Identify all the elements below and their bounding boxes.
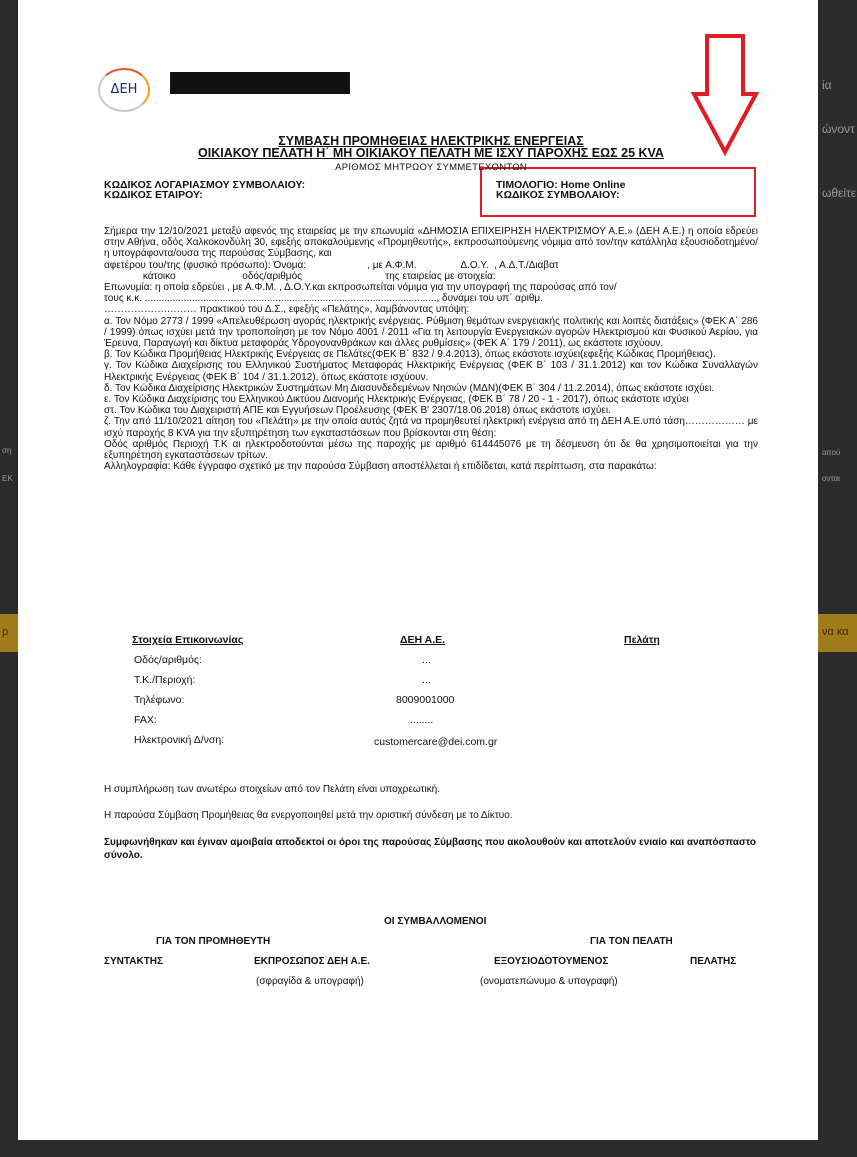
contact-row-label: Τ.Κ./Περιοχή: <box>134 674 196 686</box>
background-text: ωθείτε <box>822 186 857 200</box>
document-page <box>18 0 818 1140</box>
contact-row-value: ........ <box>410 714 434 726</box>
code-block <box>104 180 305 200</box>
mandatory-note: Η συμπλήρωση των ανωτέρω στοιχείων από τον Πελάτη είναι υποχρεωτική. <box>104 784 440 795</box>
background-text: ρ <box>2 626 9 638</box>
contract-title-line2: ΟΙΚΙΑΚΟΥ ΠΕΛΑΤΗ Η΄ ΜΗ ΟΙΚΙΑΚΟΥ ΠΕΛΑΤΗ ΜΕ ΙΣΧΥ ΠΑΡΟΧΗΣ ΕΩΣ 25 KVA <box>198 146 664 160</box>
author-label: ΣΥΝΤΑΚΤΗΣ <box>104 956 164 967</box>
paragraph: Επωνυμία: η οποία εδρεύει , με Α.Φ.Μ. , Δ.Ο.Υ.και εκπροσωπείται νόμιμα για την υπογραφή της παρούσας από τον/ <box>104 282 617 294</box>
company-code-label: ΚΩΔΙΚΟΣ ΕΤΑΙΡΟΥ: <box>104 189 203 201</box>
contact-row-label: Ηλεκτρονική Δ/νση: <box>134 734 225 746</box>
paragraph: ζ. Την από 11/10/2021 αίτηση του «Πελάτη» με την οποία αυτός ζητά να προμηθευτεί ηλεκτρική ενέργεια από τη ΔΕΗ Α.Ε.υπό τάση……………… με ισχύ παροχής 8 KVA για την εξυπηρέτηση των εγκαταστάσεων που βρίσκονται στη θέση: <box>104 416 758 439</box>
background-text: ώνοντ <box>822 122 855 136</box>
paragraph: β. Τον Κώδικα Προμήθειας Ηλεκτρικής Ενέργειας σε Πελάτες(ΦΕΚ Β΄ 832 / 9.4.2013), όπως εκάστοτε ισχύει(εφεξής Κώδικας Προμήθειας). <box>104 349 716 361</box>
tariff-block <box>496 180 625 200</box>
agreement-text: Συμφωνήθηκαν και έγιναν αμοιβαία αποδεκτοί οι όροι της παρούσας Σύμβασης που ακολουθούν και αποτελούν ενιαίο και αναπόσπαστο σύνολο. <box>104 837 756 861</box>
contact-header-label: Στοιχεία Επικοινωνίας <box>132 634 244 646</box>
contact-row-value: customercare@dei.com.gr <box>374 736 498 748</box>
paragraph: γ. Τον Κώδικα Διαχείρισης του Ελληνικού Συστήματος Μεταφοράς Ηλεκτρικής Ενέργειας (ΦΕΚ Β΄ 103 / 31.1.2012) και τον Κώδικα Συναλλαγών Ηλεκτρικής Ενέργειας (ΦΕΚ Β΄ 104 / 31.1.2012), όπως εκάστοτε ισχύουν. <box>104 360 758 383</box>
contract-code-label: ΚΩΔΙΚΟΣ ΣΥΜΒΟΛΑΙΟΥ: <box>496 189 620 201</box>
contact-row-value: 8009001000 <box>396 694 455 706</box>
background-text: να κα <box>822 626 849 638</box>
paragraph: Οδός αριθμός Περιοχή Τ.Κ αι ηλεκτροδοτούνται μέσω της παροχής με αριθμό 614445076 με τη δέσμευση ότι δε θα χρησιμοποιείται για την εξυπηρέτηση εγκαταστάσεων τρίτων. <box>104 438 758 462</box>
contact-row-label: FAX: <box>134 714 157 726</box>
client-label: ΠΕΛΑΤΗΣ <box>690 956 737 967</box>
paragraph: Αλληλογραφία: Κάθε έγγραφο σχετικό με την παρούσα Σύμβαση αποστέλλεται ή επιδίδεται, κατά περίπτωση, στα παρακάτω: <box>104 461 657 473</box>
redacted-block <box>170 72 350 94</box>
paragraph: δ. Τον Κώδικα Διαχείρισης Ηλεκτρικών Συστημάτων Μη Διασυνδεδεμένων Νησιών (ΜΔΝ)(ΦΕΚ Β΄ 304 / 11.2.2014), όπως εκάστοτε ισχύει. <box>104 382 715 394</box>
paragraph: ε. Τον Κώδικα Διαχείρισης του Ελληνικού Δικτύου Διανομής Ηλεκτρικής Ενέργειας, (ΦΕΚ Β΄ 78 / 20 - 1 - 2017), όπως εκάστοτε ισχύει <box>104 394 689 406</box>
representative-note: (σφραγίδα & υπογραφή) <box>256 976 364 987</box>
authorized-note: (ονοματεπώνυμο & υπογραφή) <box>480 976 618 987</box>
paragraph: τους κ.κ. ........................................................................................................., δυνάμει του υπ΄ αριθμ. <box>104 293 543 305</box>
registry-number-label: ΑΡΙΘΜΟΣ ΜΗΤΡΩΟΥ ΣΥΜΜΕΤΕΧΟΝΤΩΝ <box>335 162 527 173</box>
contact-header-client: Πελάτη <box>624 634 660 646</box>
paragraph: αφετέρου του/της (φυσικό πρόσωπο): Όνομα: , με Α.Φ.Μ. Δ.Ο.Υ. , Α.Δ.Τ./Διαβατ <box>104 259 559 271</box>
representative-label: ΕΚΠΡΟΣΩΠΟΣ ΔΕΗ Α.Ε. <box>254 956 370 967</box>
paragraph: κάτοικο οδός/αριθμός της εταιρείας με στοιχεία: <box>104 270 496 282</box>
account-code-label: ΚΩΔΙΚΟΣ ΛΟΓΑΡΙΑΣΜΟΥ ΣΥΜΒΟΛΑΙΟΥ: <box>104 179 306 191</box>
background-text: ία <box>822 78 832 92</box>
contact-row-value: ... <box>422 654 431 666</box>
paragraph: α. Τον Νόμο 2773 / 1999 «Απελευθέρωση αγοράς ηλεκτρικής ενέργειας. Ρύθμιση θεμάτων ενεργειακής πολιτικής και λοιπές διατάξεις» (ΦΕΚ Α΄ 286 / 1999) όπως ισχύει μετά την τροποποίηση με τον Νόμο 4001 / 2011 «Για τη λειτουργία Ενεργειακών αγορών Ηλεκτρισμού και Φυσικού Αερίου, για Έρευνα, Παραγωγή και δίκτυα μεταφοράς Υδρογονανθράκων και άλλες ρυθμίσεις» (ΦΕΚ Α΄ 179 / 2011), ως εκάστοτε ισχύουν. <box>104 315 758 350</box>
background-text: ονται <box>822 474 840 483</box>
for-client-heading: ΓΙΑ ΤΟΝ ΠΕΛΑΤΗ <box>590 936 673 947</box>
contact-row-value: ... <box>422 674 431 686</box>
paragraph: Σήμερα την 12/10/2021 μεταξύ αφενός της εταιρείας με την επωνυμία «ΔΗΜΟΣΙΑ ΕΠΙΧΕΙΡΗΣΗ ΗΛΕΚΤΡΙΣΜΟΥ Α.Ε.» (ΔΕΗ Α.Ε.) η οποία εδρεύει στην Αθήνα, οδός Χαλκοκονδύλη 30, εφεξής αποκαλούμενης «Προμηθευτής», εκπροσωπούμενης νόμιμα από τον/την κατάλληλα εξουσιοδοτημένο/η υπογράφοντα/ουσα της παρούσας Σύμβασης, και <box>104 226 758 260</box>
paragraph: στ. Τον Κώδικα του Διαχειριστή ΑΠΕ και Εγγυήσεων Προέλευσης (ΦΕΚ Β' 2307/18.06.2018) όπως εκάστοτε ισχύει. <box>104 405 611 417</box>
contract-title: ΣΥΜΒΑΣΗ ΠΡΟΜΗΘΕΙΑΣ ΗΛΕΚΤΡΙΚΗΣ ΕΝΕΡΓΕΙΑΣ <box>278 134 584 148</box>
paragraph: ……………….……… πρακτικού του Δ.Σ., εφεξής «Πελάτης», λαμβάνοντας υπόψη: <box>104 304 470 316</box>
dei-logo-icon: ΔΕΗ <box>98 68 150 112</box>
contact-header-dei: ΔΕΗ Α.Ε. <box>400 634 446 646</box>
background-text: ση <box>2 446 12 455</box>
activation-note: Η παρούσα Σύμβαση Προμήθειας θα ενεργοποιηθεί μετά την οριστική σύνδεση με το Δίκτυο. <box>104 810 513 821</box>
for-supplier-heading: ΓΙΑ ΤΟΝ ΠΡΟΜΗΘΕΥΤΗ <box>156 936 271 947</box>
tariff-label: ΤΙΜΟΛΟΓΙΟ: Home Online <box>496 179 626 191</box>
background-text: ΕΚ <box>2 474 13 483</box>
background-text: αιτού <box>822 448 841 457</box>
contact-row-label: Οδός/αριθμός: <box>134 654 202 666</box>
contract-body <box>104 226 758 472</box>
authorized-label: ΕΞΟΥΣΙΟΔΟΤΟΥΜΕΝΟΣ <box>494 956 609 967</box>
parties-heading: ΟΙ ΣΥΜΒΑΛΛΟΜΕΝΟΙ <box>384 916 487 927</box>
contact-row-label: Τηλέφωνο: <box>134 694 185 706</box>
